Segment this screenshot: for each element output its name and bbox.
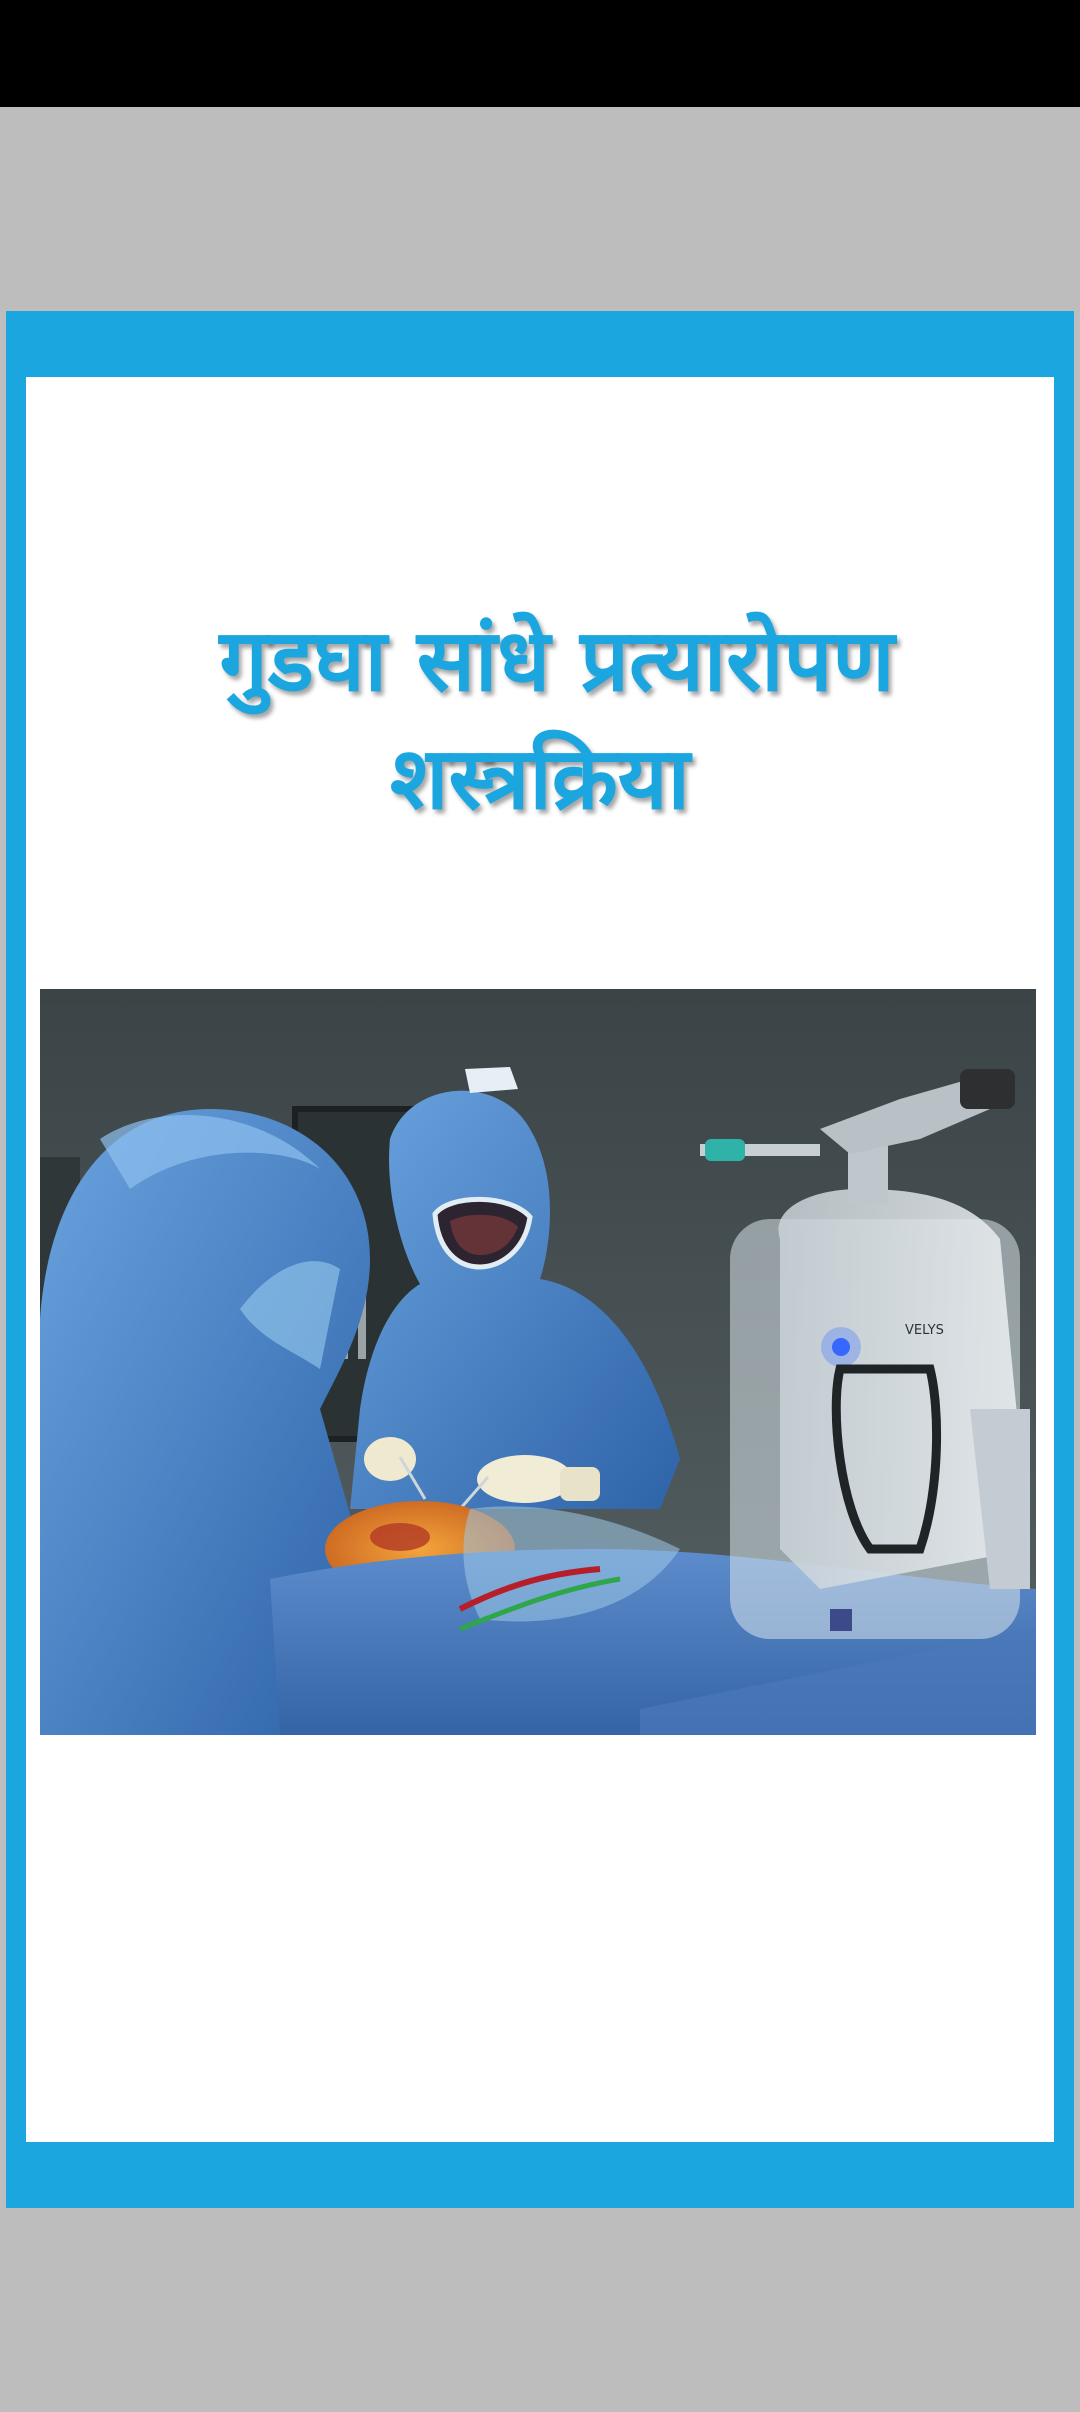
status-bar	[0, 0, 1080, 107]
poster-title	[26, 602, 1054, 838]
surgery-photo	[40, 989, 1036, 1735]
photo-robot-label: VELYS	[905, 1323, 944, 1338]
photo-glove-left	[364, 1437, 416, 1481]
poster-card	[26, 377, 1054, 2142]
poster-title-line-2: शस्त्रक्रिया	[390, 729, 690, 829]
photo-glove-right	[477, 1455, 573, 1503]
poster-title-line-1: गुडघा सांधे प्रत्यारोपण	[219, 611, 895, 711]
poster-frame	[6, 311, 1074, 2208]
